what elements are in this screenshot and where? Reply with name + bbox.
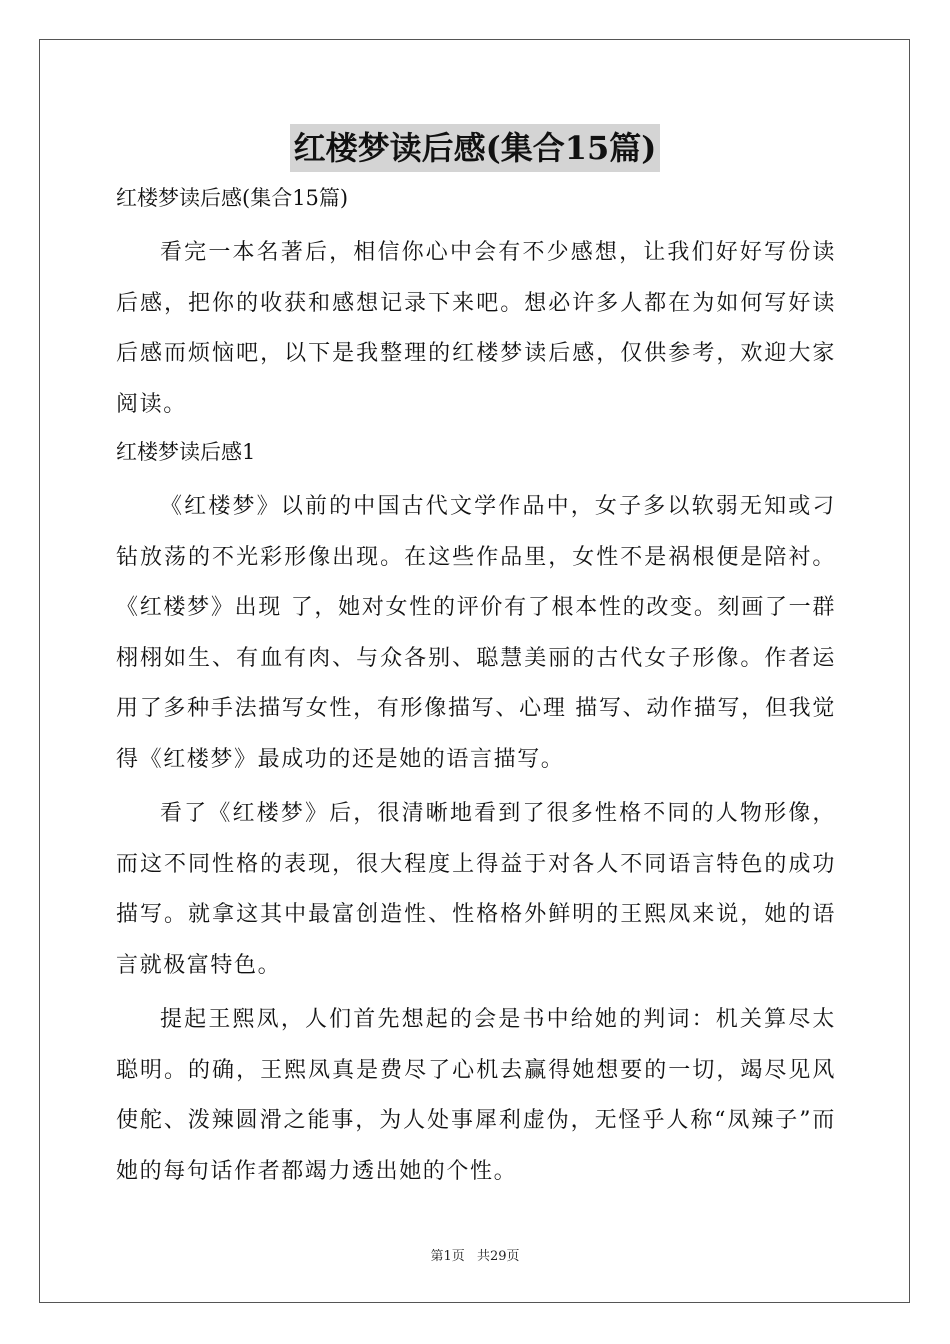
document-body: [116, 180, 836, 1201]
intro-paragraph: 看完一本名著后，相信你心中会有不少感想，让我们好好写份读后感，把你的收获和感想记录下来吧。想必许多人都在为如何写好读后感而烦恼吧，以下是我整理的红楼梦读后感，仅供参考，欢迎大家阅读。: [116, 240, 836, 417]
section-heading: 红楼梦读后感1: [116, 440, 256, 464]
document-title: 红楼梦读后感(集合15篇): [290, 124, 661, 172]
document-subtitle: 红楼梦读后感(集合15篇): [116, 186, 349, 210]
page-footer: [0, 1245, 950, 1264]
page-number: 第1页: [430, 1249, 465, 1264]
title-container: [0, 124, 950, 172]
body-paragraph: 提起王熙凤，人们首先想起的会是书中给她的判词：机关算尽太聪明。的确，王熙凤真是费尽了心机去赢得她想要的一切，竭尽见风使舵、泼辣圆滑之能事，为人处事犀利虚伪，无怪乎人称“凤辣子”而她的每句话作者都竭力透出她的个性。: [116, 1007, 836, 1184]
body-paragraph: 《红楼梦》以前的中国古代文学作品中，女子多以软弱无知或刁钻放荡的不光彩形像出现。在这些作品里，女性不是祸根便是陪衬。《红楼梦》出现 了，她对女性的评价有了根本性的改变。刻画了一群栩栩如生、有血有肉、与众各别、聪慧美丽的古代女子形像。作者运用了多种手法描写女性，有形像描写、心理 描写、动作描写，但我觉得《红楼梦》最成功的还是她的语言描写。: [116, 494, 836, 772]
page-total: 共29页: [476, 1249, 520, 1264]
body-paragraph: 看了《红楼梦》后，很清晰地看到了很多性格不同的人物形像，而这不同性格的表现，很大程度上得益于对各人不同语言特色的成功描写。就拿这其中最富创造性、性格格外鲜明的王熙凤来说，她的语言就极富特色。: [116, 801, 836, 978]
